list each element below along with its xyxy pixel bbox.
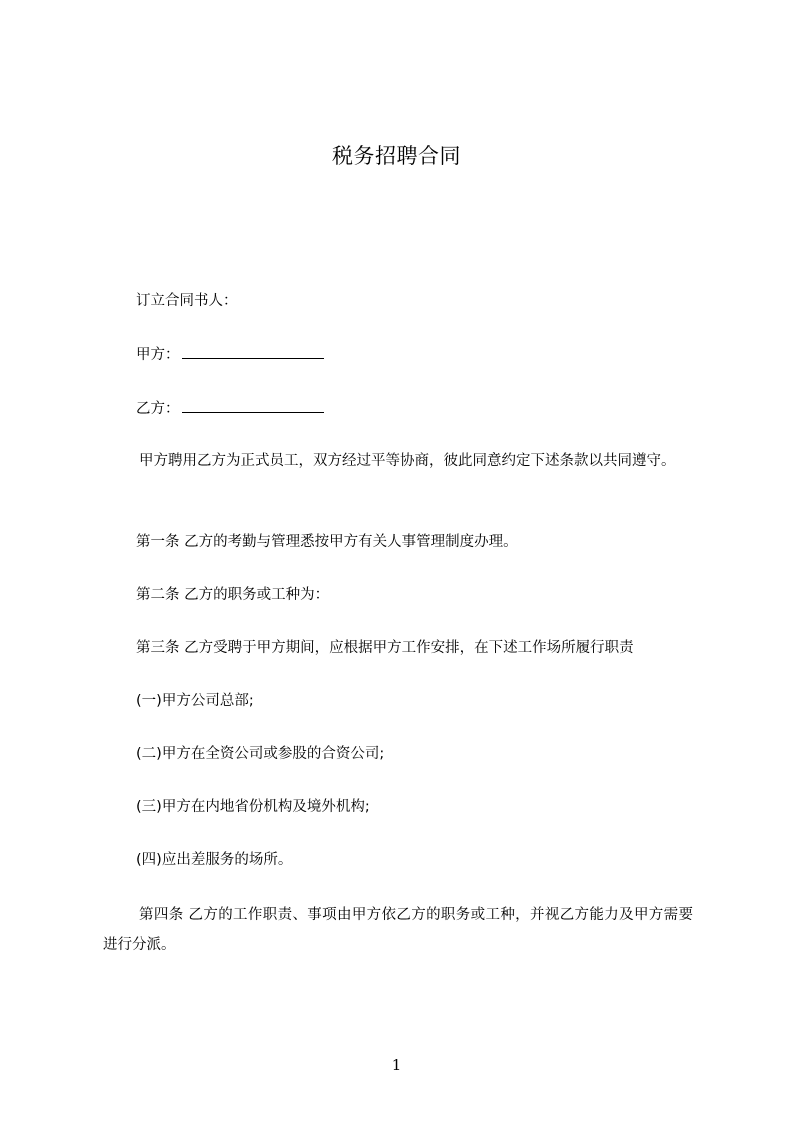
article-3: 第三条 乙方受聘于甲方期间，应根据甲方工作安排，在下述工作场所履行职责 [136,640,634,656]
workplace-item-2: (二)甲方在全资公司或参股的合资公司; [136,746,385,762]
party-a-line [136,344,324,365]
party-a-blank [182,344,324,359]
party-a-label: 甲方： [136,347,180,363]
party-b-line [136,398,324,419]
signatory-heading: 订立合同书人： [136,293,238,309]
article-2: 第二条 乙方的职务或工种为： [136,587,330,603]
workplace-item-4: (四)应出差服务的场所。 [136,852,293,868]
document-title: 税务招聘合同 [332,144,461,168]
workplace-item-3: (三)甲方在内地省份机构及境外机构; [136,799,370,815]
party-b-blank [182,398,324,413]
intro-paragraph: 甲方聘用乙方为正式员工，双方经过平等协商，彼此同意约定下述条款以共同遵守。 [139,453,676,469]
workplace-item-1: (一)甲方公司总部; [136,693,254,709]
article-1: 第一条 乙方的考勤与管理悉按甲方有关人事管理制度办理。 [136,534,518,550]
page-number: 1 [391,1056,402,1074]
party-b-label: 乙方： [136,401,180,417]
article-4: 第四条 乙方的工作职责、事项由甲方依乙方的职务或工种，并视乙方能力及甲方需要进行分派。 [103,907,693,953]
